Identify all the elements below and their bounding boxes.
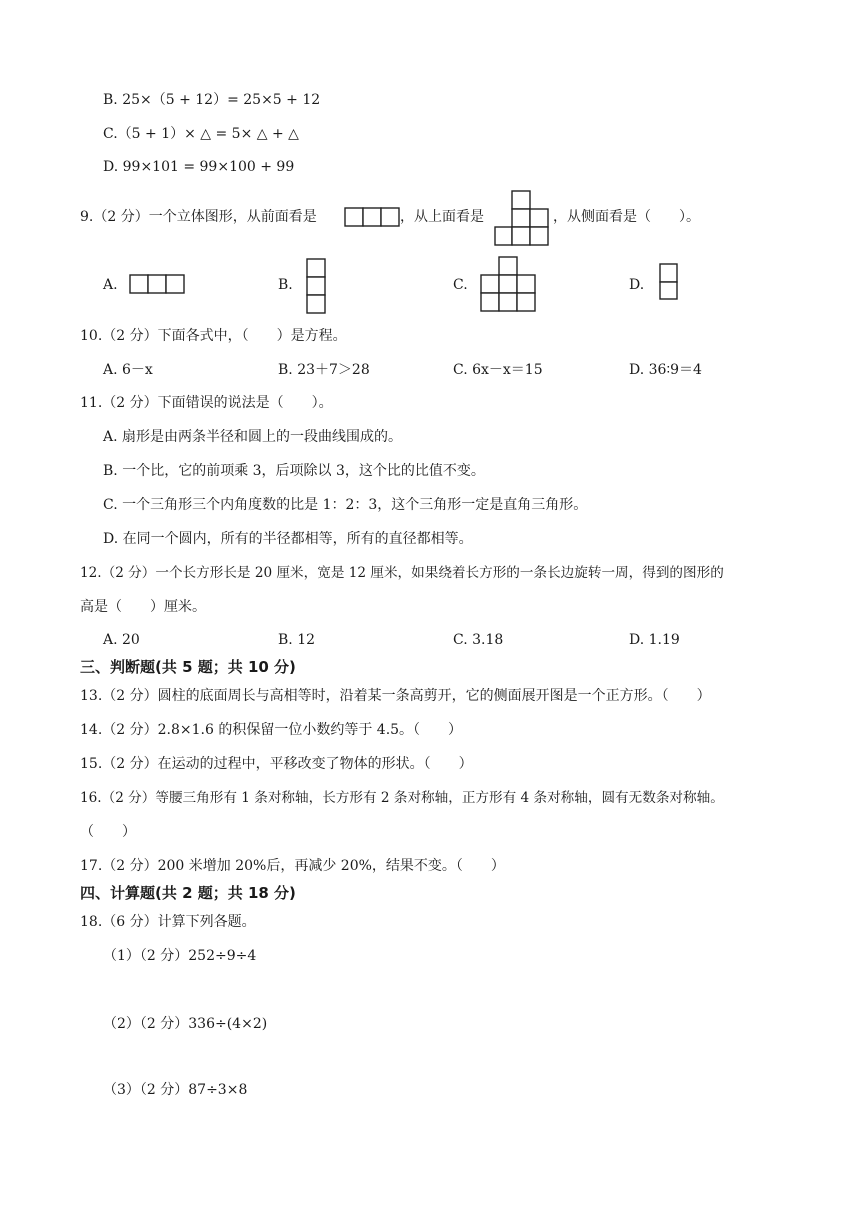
q16-text-line1: 16.（2 分）等腰三角形有 1 条对称轴，长方形有 2 条对称轴，正方形有 4 条对称轴，圆有无数条对称轴。 bbox=[80, 790, 724, 806]
q16-text-line2: （ ） bbox=[80, 824, 136, 840]
q12-option-b: B. 12 bbox=[278, 632, 316, 648]
q9-top-view-figure bbox=[494, 190, 550, 246]
q9-stem-mid: ，从上面看是 bbox=[400, 209, 484, 225]
q12-option-d: D. 1.19 bbox=[629, 632, 680, 648]
q9-option-b-figure bbox=[306, 258, 326, 314]
q9-option-a-figure bbox=[129, 274, 187, 294]
q9-stem-prefix: 9.（2 分）一个立体图形，从前面看是 bbox=[80, 209, 317, 225]
q18-part-3: （3）（2 分）87÷3×8 bbox=[103, 1082, 248, 1098]
q10-stem: 10.（2 分）下面各式中，（ ）是方程。 bbox=[80, 328, 347, 344]
q8-option-b: B. 25×（5 + 12）= 25×5 + 12 bbox=[103, 92, 321, 108]
q11-option-a: A. 扇形是由两条半径和圆上的一段曲线围成的。 bbox=[103, 429, 403, 445]
q18-part-2: （2）（2 分）336÷(4×2) bbox=[103, 1016, 268, 1032]
q9-front-view-figure bbox=[344, 207, 400, 227]
q12-stem-line2: 高是（ ）厘米。 bbox=[80, 599, 206, 615]
q11-option-c: C. 一个三角形三个内角度数的比是 1：2：3，这个三角形一定是直角三角形。 bbox=[103, 497, 588, 513]
q11-option-d: D. 在同一个圆内，所有的半径都相等，所有的直径都相等。 bbox=[103, 531, 473, 547]
q9-option-d-figure bbox=[659, 263, 679, 301]
q10-option-d: D. 36∶9＝4 bbox=[629, 362, 702, 378]
q14-text: 14.（2 分）2.8×1.6 的积保留一位小数约等于 4.5。（ ） bbox=[80, 722, 463, 738]
q10-option-b: B. 23＋7＞28 bbox=[278, 362, 370, 378]
q15-text: 15.（2 分）在运动的过程中，平移改变了物体的形状。（ ） bbox=[80, 756, 473, 772]
q10-option-c: C. 6x－x＝15 bbox=[453, 362, 543, 378]
q18-part-1: （1）（2 分）252÷9÷4 bbox=[103, 948, 257, 964]
q11-stem: 11.（2 分）下面错误的说法是（ ）。 bbox=[80, 395, 333, 411]
q18-stem: 18.（6 分）计算下列各题。 bbox=[80, 914, 256, 930]
q17-text: 17.（2 分）200 米增加 20%后，再减少 20%，结果不变。（ ） bbox=[80, 858, 505, 874]
q9-option-c-figure bbox=[480, 256, 538, 312]
q12-option-c: C. 3.18 bbox=[453, 632, 504, 648]
q13-text: 13.（2 分）圆柱的底面周长与高相等时，沿着某一条高剪开，它的侧面展开图是一个正方形。（ ） bbox=[80, 688, 711, 704]
q9-option-b-label: B. bbox=[278, 277, 293, 293]
section-3-heading: 三、判断题(共 5 题；共 10 分) bbox=[80, 658, 296, 676]
q9-option-c-label: C. bbox=[453, 277, 468, 293]
q9-option-a-label: A. bbox=[103, 277, 118, 293]
q8-option-c: C.（5 + 1）× △ = 5× △ + △ bbox=[103, 126, 299, 142]
q9-option-d-label: D. bbox=[629, 277, 645, 293]
q8-option-d: D. 99×101 = 99×100 + 99 bbox=[103, 159, 295, 175]
q10-option-a: A. 6－x bbox=[103, 362, 153, 378]
q11-option-b: B. 一个比，它的前项乘 3，后项除以 3，这个比的比值不变。 bbox=[103, 463, 485, 479]
q12-option-a: A. 20 bbox=[103, 632, 140, 648]
section-4-heading: 四、计算题(共 2 题；共 18 分) bbox=[80, 884, 296, 902]
q9-stem-suffix: ，从侧面看是（ ）。 bbox=[553, 209, 700, 225]
q12-stem-line1: 12.（2 分）一个长方形长是 20 厘米，宽是 12 厘米，如果绕着长方形的一条长边旋转一周，得到的图形的 bbox=[80, 565, 724, 581]
